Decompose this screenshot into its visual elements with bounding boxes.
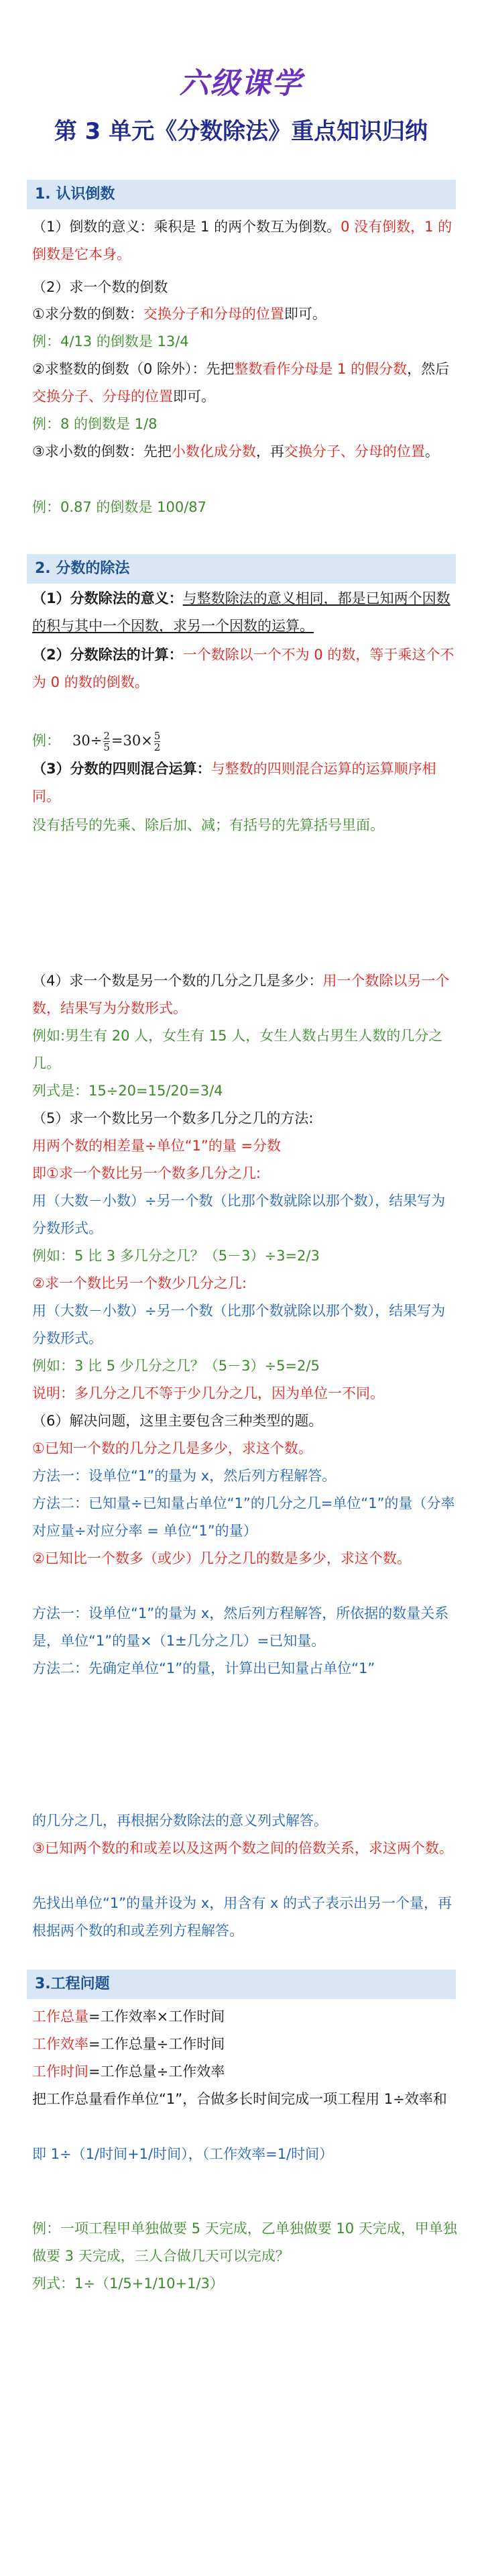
engineering-example-formula: 列式：1÷（1/5+1/10+1/3） [32, 2275, 224, 2292]
problem-type-1: ①已知一个数的几分之几是多少，求这个数。 [32, 1440, 312, 1456]
more-than-i-heading: 即①求一个数比另一个数多几分之几: [32, 1165, 261, 1181]
problem-types-heading: （6）解决问题，这里主要包含三种类型的题。 [32, 1413, 323, 1429]
reciprocal-meaning: （1）倒数的意义：乘积是 1 的两个数互为倒数。0 没有倒数，1 的倒数是它本身。 [32, 219, 453, 262]
problem-type-2-method-2-cont: 的几分之几，再根据分数除法的意义列式解答。 [32, 1813, 328, 1829]
more-less-note: 说明：多几分之几不等于少几分之几，因为单位一不同。 [32, 1385, 384, 1401]
find-reciprocal-heading: （2）求一个数的倒数 [32, 279, 168, 295]
less-than-rule: 用（大数－小数）÷另一个数（比那个数就除以那个数），结果写为分数形式。 [32, 1303, 446, 1346]
mixed-operations-note: 没有括号的先乘、除后加、减；有括号的先算括号里面。 [32, 817, 384, 833]
work-time-formula: 工作时间=工作总量÷工作效率 [32, 2063, 225, 2080]
problem-type-3-method: 先找出单位“1”的量并设为 x，用含有 x 的式子表示出另一个量，再根据两个数的和或差列方程解答。 [32, 1895, 452, 1939]
brand-logo: 六级课学 [179, 66, 303, 101]
fraction-of-number-formula: 列式是：15÷20=15/20=3/4 [32, 1083, 223, 1099]
decimal-reciprocal-example: 例：0.87 的倒数是 100/87 [32, 499, 206, 515]
section-heading-division: 2. 分数的除法 [27, 554, 456, 584]
fraction-of-number: （4）求一个数是另一个数的几分之几是多少：用一个数除以另一个数，结果写为分数形式。 [32, 973, 450, 1016]
page-title: 第 3 单元《分数除法》重点知识归纳 [54, 118, 428, 145]
problem-type-3: ③已知两个数的和或差以及这两个数之间的倍数关系，求这两个数。 [32, 1840, 453, 1856]
fraction: $\frac{5}{2}$ [154, 730, 161, 753]
problem-type-1-method-1: 方法一：设单位“1”的量为 x，然后列方程解答。 [32, 1468, 337, 1484]
fraction-of-number-example: 例如:男生有 20 人，女生有 15 人，女生人数占男生人数的几分之几。 [32, 1028, 443, 1071]
engineering-example: 例：一项工程甲单独做要 5 天完成，乙单独做要 10 天完成，甲单独做要 3 天完成，三人合做几天可以完成？ [32, 2220, 457, 2264]
section-heading-reciprocal: 1. 认识倒数 [27, 180, 456, 209]
fraction-reciprocal-rule: ①求分数的倒数：交换分子和分母的位置即可。 [32, 306, 326, 322]
more-than-i-example: 例如：5 比 3 多几分之几？（5－3）÷3=2/3 [32, 1248, 320, 1264]
problem-type-2-method-1: 方法一：设单位“1”的量为 x，然后列方程解答，所依据的数量关系是，单位“1”的量×（1±几分之几）=已知量。 [32, 1605, 449, 1649]
problem-type-2: ②已知比一个数多（或少）几分之几的数是多少，求这个数。 [32, 1550, 411, 1566]
less-than-example: 例如：3 比 5 少几分之几？（5－3）÷5=2/5 [32, 1358, 320, 1374]
division-example-label: 例： [32, 733, 60, 749]
more-than-i-rule: 用（大数－小数）÷另一个数（比那个数就除以那个数），结果写为分数形式。 [32, 1193, 446, 1236]
problem-type-2-method-2: 方法二：先确定单位“1”的量，计算出已知量占单位“1” [32, 1660, 375, 1676]
fraction: $\frac{2}{5}$ [103, 730, 110, 753]
more-than-rule: 用两个数的相差量÷单位“1”的量 =分数 [32, 1138, 281, 1154]
more-than-heading: （5）求一个数比另一个数多几分之几的方法: [32, 1110, 314, 1126]
work-total-formula: 工作总量=工作效率×工作时间 [32, 2008, 225, 2025]
section-heading-engineering: 3.工程问题 [27, 1970, 456, 1999]
division-formula: 30÷ $\frac{2}{5}$ =30× $\frac{5}{2}$ [72, 730, 161, 753]
integer-reciprocal-example: 例：8 的倒数是 1/8 [32, 416, 158, 432]
less-than-heading: ②求一个数比另一个数少几分之几: [32, 1275, 247, 1291]
combined-work-formula: 即 1÷（1/时间+1/时间），（工作效率=1/时间） [32, 2146, 334, 2162]
problem-type-1-method-2: 方法二：已知量÷已知量占单位“1”的几分之几=单位“1”的量（分率对应量÷对应分率 = 单位“1”的量） [32, 1495, 455, 1539]
combined-work-rule: 把工作总量看作单位“1”，合做多长时间完成一项工程用 1÷效率和 [32, 2091, 447, 2107]
work-efficiency-formula: 工作效率=工作总量÷工作时间 [32, 2036, 225, 2052]
integer-reciprocal-rule: ②求整数的倒数（0 除外）：先把整数看作分母是 1 的假分数，然后交换分子、分母的位置即可。 [32, 361, 450, 405]
decimal-reciprocal-rule: ③求小数的倒数：先把小数化成分数，再交换分子、分母的位置。 [32, 443, 439, 460]
division-calculation: （2）分数除法的计算：一个数除以一个不为 0 的数，等于乘这个不为 0 的数的倒数。 [32, 647, 455, 690]
division-meaning: （1）分数除法的意义：与整数除法的意义相同，都是已知两个因数的积与其中一个因数，求另一个因数的运算。 [32, 590, 450, 634]
fraction-reciprocal-example: 例：4/13 的倒数是 13/4 [32, 333, 189, 350]
mixed-operations: （3）分数的四则混合运算：与整数的四则混合运算的运算顺序相同。 [32, 761, 436, 804]
